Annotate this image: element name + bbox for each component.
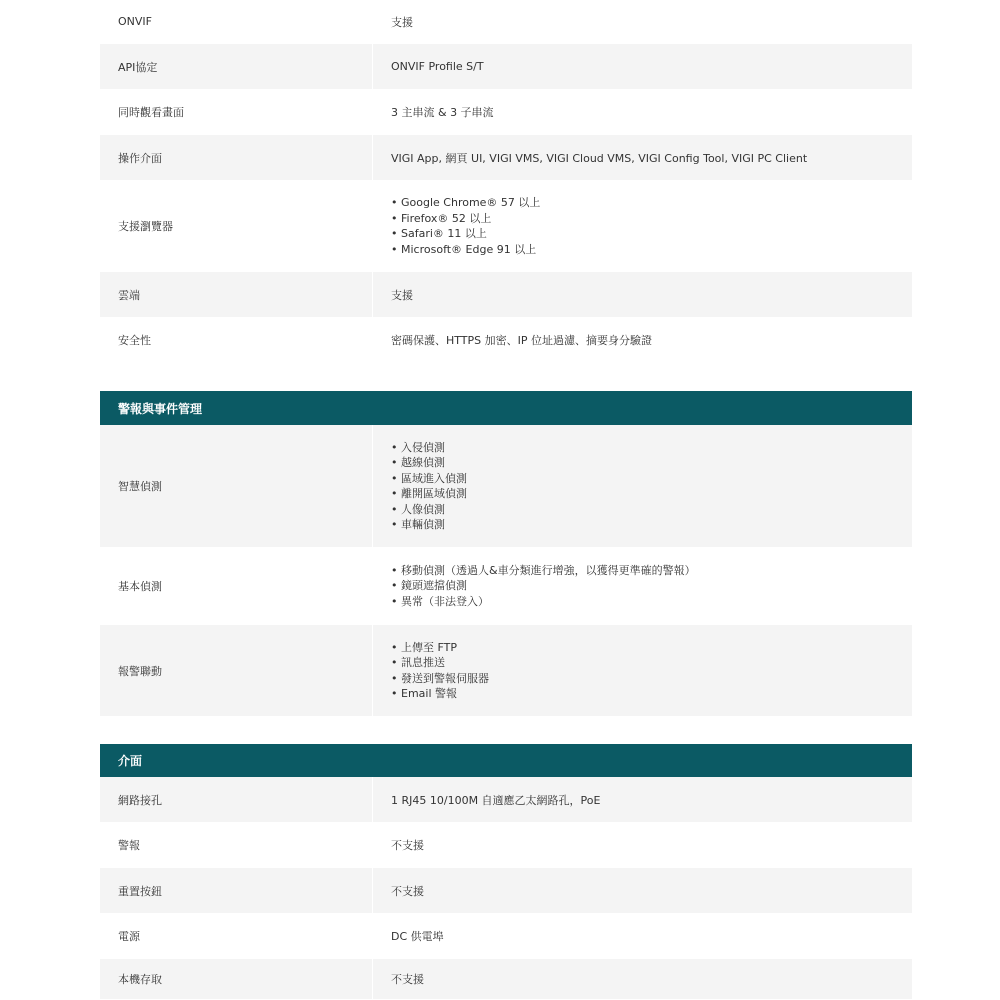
- spec-value: 支援: [372, 0, 912, 43]
- spec-row-interface: [100, 135, 912, 181]
- spec-value: 密碼保護、HTTPS 加密、IP 位址過濾、摘要身分驗證: [372, 318, 912, 362]
- spec-label: 安全性: [118, 334, 151, 347]
- spec-row-basic-detection: [100, 548, 912, 625]
- list-item: • 車輛偵測: [391, 517, 467, 533]
- spec-row-alarm-linkage: [100, 625, 912, 717]
- list-item: • 訊息推送: [391, 655, 489, 671]
- spec-row-cloud: [100, 272, 912, 318]
- list-item: • Safari® 11 以上: [391, 226, 540, 242]
- spec-label: API協定: [100, 44, 372, 89]
- list-item: • 區域進入偵測: [391, 471, 467, 487]
- browser-list: [391, 195, 540, 257]
- spec-label: 警報: [118, 839, 140, 852]
- spec-value: DC 供電埠: [372, 914, 912, 958]
- spec-value: 1 RJ45 10/100M 自適應乙太網路孔，PoE: [372, 777, 912, 822]
- spec-label: ONVIF: [118, 15, 152, 28]
- list-item: • Microsoft® Edge 91 以上: [391, 242, 540, 258]
- spec-row-alarm: [100, 823, 912, 868]
- spec-label: 操作介面: [100, 135, 372, 180]
- spec-row-api: [100, 44, 912, 90]
- spec-row-streams: [100, 90, 912, 135]
- spec-row-security: [100, 318, 912, 363]
- list-item: • Email 警報: [391, 686, 489, 702]
- spec-value: 3 主串流 & 3 子串流: [372, 90, 912, 134]
- list-item: • 入侵偵測: [391, 440, 467, 456]
- list-item: • Firefox® 52 以上: [391, 211, 540, 227]
- spec-label: 智慧偵測: [100, 425, 372, 547]
- spec-row-power: [100, 914, 912, 959]
- spec-row-browsers: [100, 181, 912, 272]
- spec-row-smart-detection: [100, 425, 912, 548]
- list-item: • 上傳至 FTP: [391, 640, 489, 656]
- spec-label: 支援瀏覽器: [118, 220, 173, 233]
- spec-value: 支援: [372, 272, 912, 317]
- basic-detection-list: [391, 563, 696, 610]
- spec-label: 本機存取: [100, 959, 372, 999]
- list-item: • 鏡頭遮擋偵測: [391, 578, 696, 594]
- spec-row-onvif: [100, 0, 912, 44]
- list-item: • 發送到警報伺服器: [391, 671, 489, 687]
- spec-table-general: [100, 0, 912, 363]
- alarm-linkage-list: [391, 640, 489, 702]
- spec-value: 不支援: [372, 959, 912, 999]
- spec-label: 同時觀看畫面: [118, 106, 184, 119]
- spec-table-interface: [100, 777, 912, 1000]
- spec-value: [372, 425, 912, 547]
- spec-label: 雲端: [100, 272, 372, 317]
- spec-value: [372, 181, 912, 271]
- spec-label: 基本偵測: [118, 580, 162, 593]
- spec-value: 不支援: [372, 868, 912, 913]
- spec-row-local-access: [100, 959, 912, 1000]
- spec-value: [372, 548, 912, 624]
- spec-row-reset-button: [100, 868, 912, 914]
- list-item: • 異常（非法登入）: [391, 594, 696, 610]
- spec-label: 報警聯動: [100, 625, 372, 716]
- section-header-interface: 介面: [100, 744, 912, 777]
- spec-label: 重置按鈕: [100, 868, 372, 913]
- spec-label: 電源: [118, 930, 140, 943]
- spec-label: 網路接孔: [100, 777, 372, 822]
- spec-value: VIGI App, 網頁 UI, VIGI VMS, VIGI Cloud VMS, VIGI Config Tool, VIGI PC Client: [372, 135, 912, 180]
- list-item: • Google Chrome® 57 以上: [391, 195, 540, 211]
- spec-row-network-port: [100, 777, 912, 823]
- smart-detection-list: [391, 440, 467, 533]
- spec-value: [372, 625, 912, 716]
- spec-value: ONVIF Profile S/T: [372, 44, 912, 89]
- list-item: • 移動偵測（透過人&車分類進行增強，以獲得更準確的警報）: [391, 563, 696, 579]
- spec-table-alarm: [100, 425, 912, 717]
- list-item: • 離開區域偵測: [391, 486, 467, 502]
- list-item: • 人像偵測: [391, 502, 467, 518]
- spec-value: 不支援: [372, 823, 912, 867]
- list-item: • 越線偵測: [391, 455, 467, 471]
- section-header-alarm: 警報與事件管理: [100, 391, 912, 425]
